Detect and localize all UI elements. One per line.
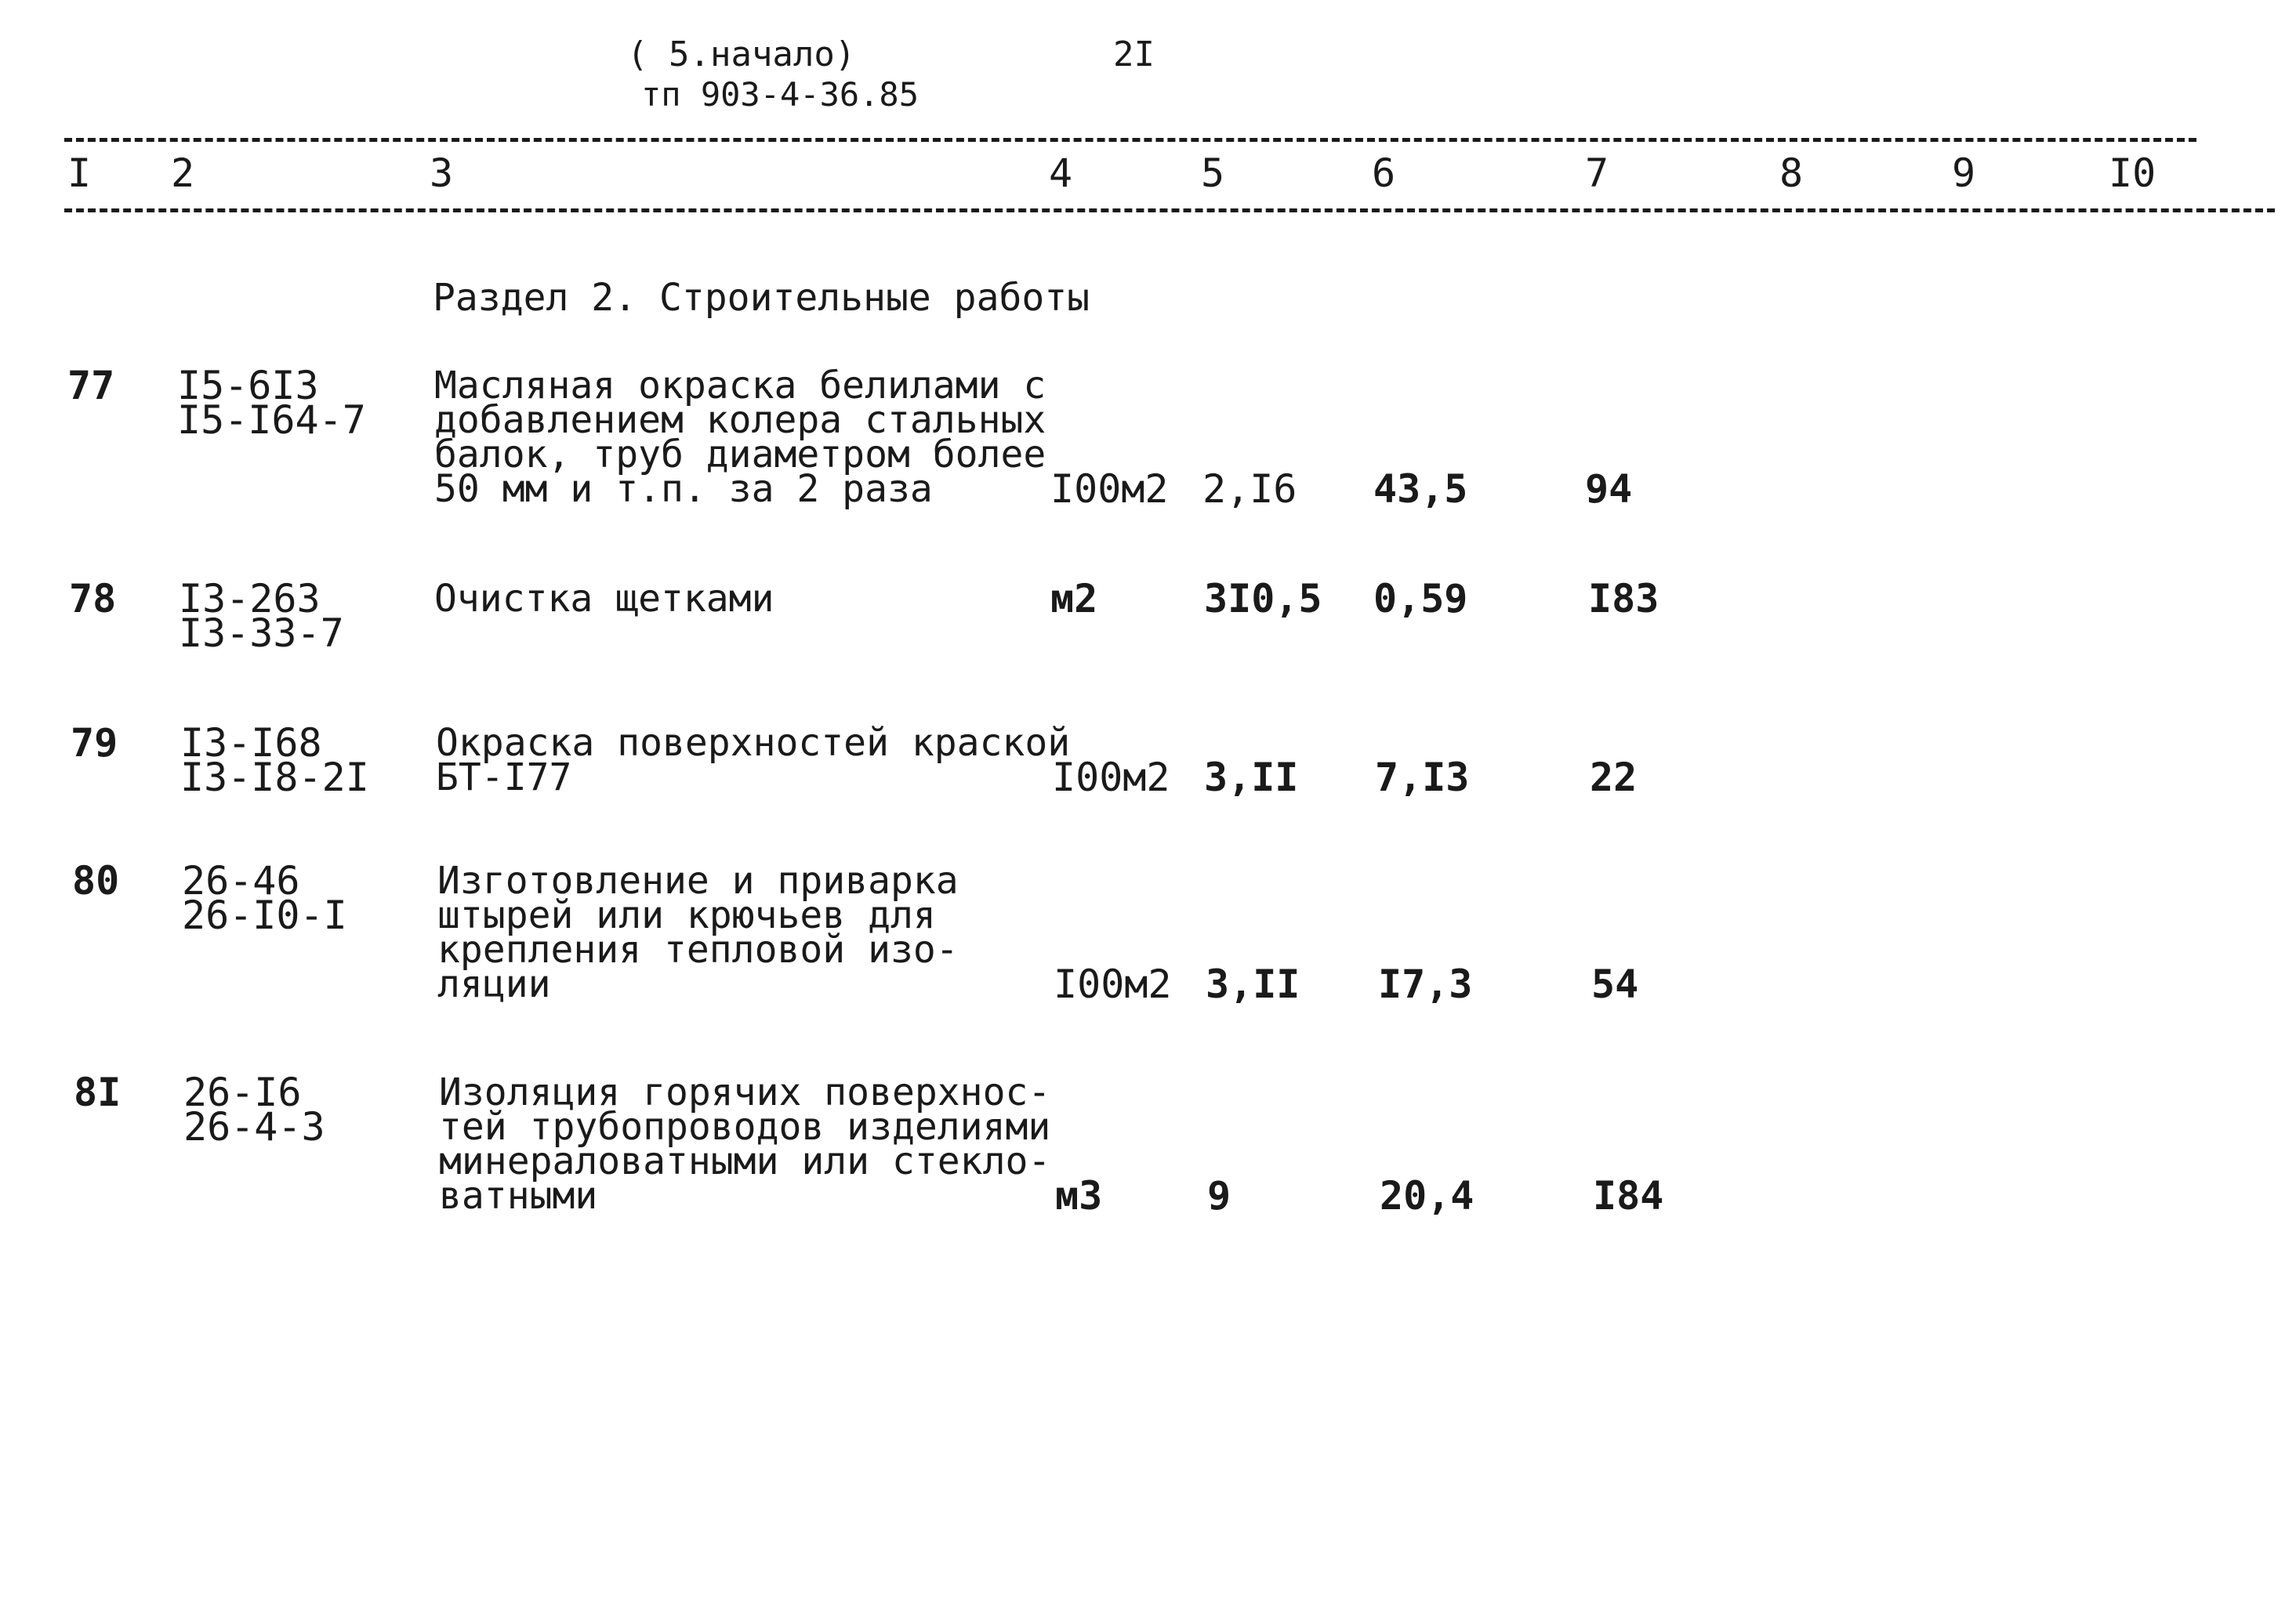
column-header-1: I: [67, 150, 92, 196]
quantity: 3,II: [1206, 962, 1300, 1007]
work-description-line: Масляная окраска белилами с: [434, 364, 1046, 407]
column-header-3: 3: [430, 150, 454, 196]
continuation-note: ( 5.начало): [627, 34, 856, 74]
norm-code-secondary: 26-4-3: [183, 1104, 325, 1150]
work-description-line: Изготовление и приварка: [437, 859, 959, 903]
unit-price: 7,I3: [1375, 755, 1470, 800]
row-number: 79: [71, 720, 118, 766]
work-description-line: Изоляция горячих поверхнос-: [439, 1070, 1051, 1114]
norm-code: I3-I68: [180, 720, 322, 766]
row-number: 78: [69, 576, 117, 621]
page-number: 2I: [1113, 34, 1155, 74]
quantity: 3,II: [1204, 755, 1299, 800]
column-header-4: 4: [1049, 150, 1073, 196]
total-cost: 54: [1591, 962, 1639, 1007]
norm-code: 26-I6: [183, 1070, 302, 1115]
unit-of-measure: I00м2: [1052, 755, 1170, 800]
unit-of-measure: м3: [1055, 1173, 1103, 1219]
unit-of-measure: I00м2: [1054, 962, 1172, 1007]
unit-of-measure: I00м2: [1050, 466, 1169, 512]
row-number: 77: [67, 363, 115, 408]
column-header-5: 5: [1201, 150, 1225, 196]
header-top-rule: [64, 138, 2196, 142]
column-header-2: 2: [171, 150, 195, 196]
unit-price: 20,4: [1380, 1173, 1474, 1219]
unit-price: 0,59: [1373, 576, 1468, 621]
work-description-line: 50 мм и т.п. за 2 раза: [434, 467, 933, 511]
work-description-line: штырей или крючьев для: [437, 893, 936, 937]
column-header-8: 8: [1779, 150, 1804, 196]
quantity: 2,I6: [1202, 466, 1297, 512]
unit-of-measure: м2: [1050, 576, 1098, 621]
work-description-line: ляции: [437, 962, 551, 1006]
work-description-line: добавлением колера стальных: [434, 398, 1046, 442]
total-cost: I83: [1588, 576, 1659, 621]
total-cost: 94: [1585, 466, 1633, 512]
norm-code: I5-6I3: [177, 363, 319, 408]
work-description-line: крепления тепловой изо-: [437, 928, 959, 972]
work-description-line: Окраска поверхностей краской: [436, 721, 1071, 765]
norm-code-secondary: I5-I64-7: [177, 397, 366, 443]
norm-code-secondary: I3-33-7: [179, 610, 344, 656]
work-description-line: балок, труб диаметром более: [434, 433, 1046, 476]
section-title: Раздел 2. Строительные работы: [433, 276, 1090, 320]
document-reference: тп 903-4-36.85: [641, 75, 919, 114]
work-description-line: минераловатными или стекло-: [439, 1139, 1051, 1183]
quantity: 3I0,5: [1204, 576, 1322, 621]
norm-code: I3-263: [179, 576, 321, 621]
row-number: 80: [72, 858, 120, 904]
unit-price: I7,3: [1378, 962, 1473, 1007]
work-description-line: ватными: [439, 1174, 598, 1218]
row-number: 8I: [74, 1070, 122, 1115]
norm-code-secondary: 26-I0-I: [182, 893, 347, 938]
work-description-line: тей трубопроводов изделиями: [439, 1105, 1051, 1149]
work-description-line: Очистка щетками: [434, 577, 774, 621]
column-header-6: 6: [1372, 150, 1396, 196]
unit-price: 43,5: [1373, 466, 1468, 512]
column-header-7: 7: [1585, 150, 1609, 196]
quantity: 9: [1207, 1173, 1231, 1219]
norm-code: 26-46: [182, 858, 300, 904]
total-cost: 22: [1590, 755, 1638, 800]
header-bottom-rule: [64, 208, 2275, 212]
work-description-line: БТ-I77: [436, 755, 572, 799]
column-header-10: I0: [2109, 150, 2156, 196]
column-header-9: 9: [1952, 150, 1976, 196]
total-cost: I84: [1593, 1173, 1664, 1219]
norm-code-secondary: I3-I8-2I: [180, 755, 369, 800]
